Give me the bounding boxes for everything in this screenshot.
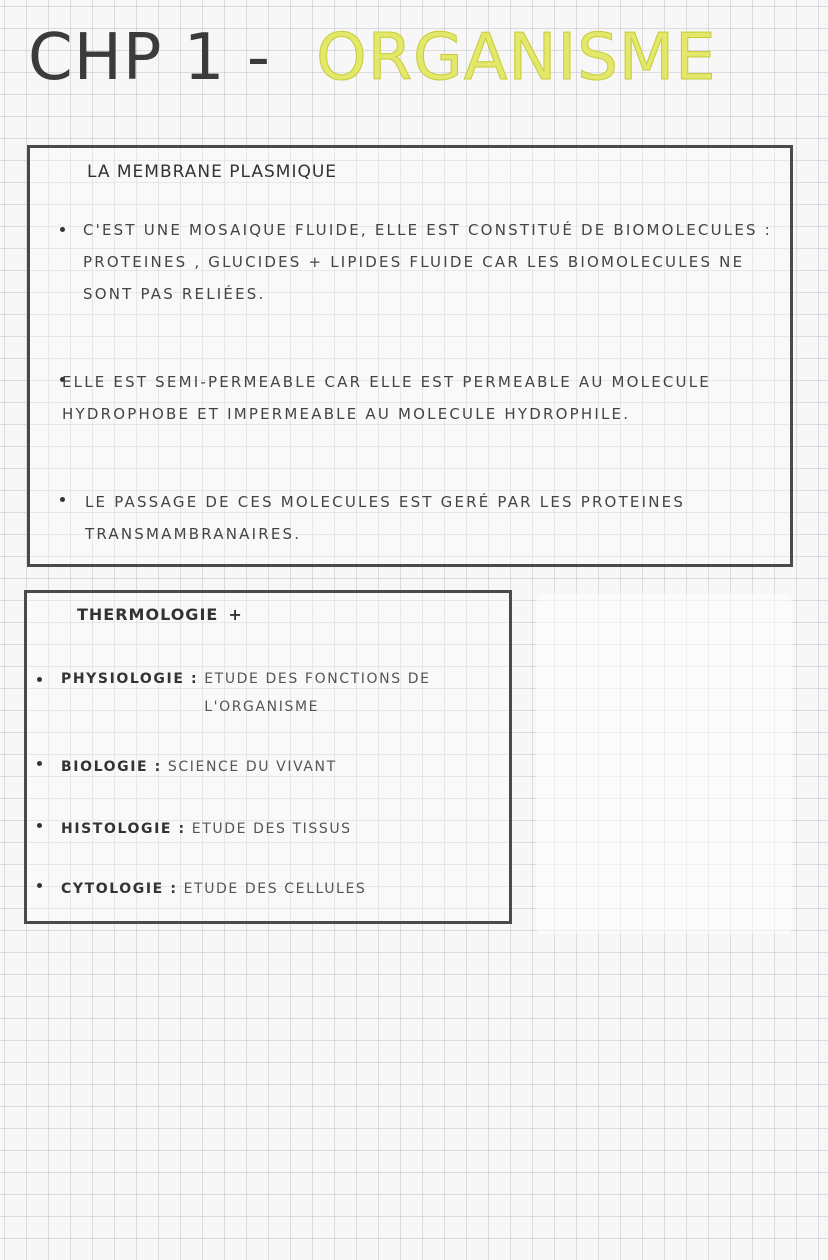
terminology-heading [77, 605, 243, 624]
term-label: CYTOLOGIE : [61, 881, 178, 897]
bullet-dot-icon [37, 823, 42, 828]
term-item-cytologie [61, 875, 366, 903]
term-item-physiologie [61, 665, 464, 721]
page-title [28, 18, 717, 98]
bullet-dot-icon [60, 497, 65, 502]
plus-icon: + [228, 605, 243, 624]
term-label: PHYSIOLOGIE : [61, 671, 199, 687]
bullet-dot-icon [37, 761, 42, 766]
chapter-title-highlighted: ORGANISME [316, 21, 717, 95]
term-definition: ETUDE DES TISSUS [191, 821, 352, 837]
term-definition: ETUDE DES FONCTIONS DE L'ORGANISME [204, 671, 431, 715]
membrane-heading: LA MEMBRANE PLASMIQUE [87, 162, 338, 182]
term-definition: ETUDE DES CELLULES [183, 881, 367, 897]
term-label: HISTOLOGIE : [61, 821, 186, 837]
bullet-dot-icon [60, 227, 65, 232]
term-item-histologie [61, 815, 352, 843]
terminology-heading-label: THERMOLOGIE [77, 605, 219, 624]
term-label: BIOLOGIE : [61, 759, 162, 775]
membrane-bullet-permeability: ELLE EST SEMI-PERMEABLE CAR ELLE EST PERMEABLE AU MOLECULE HYDROPHOBE ET IMPERMEABLE AU MOLECULE HYDROPHILE. [62, 373, 711, 423]
bullet-dot-icon [37, 677, 42, 682]
membrane-bullet-passage: LE PASSAGE DE CES MOLECULES EST GERÉ PAR LES PROTEINES TRANSMAMBRANAIRES. [85, 493, 686, 543]
term-definition: SCIENCE DU VIVANT [167, 759, 337, 775]
term-item-biologie [61, 753, 337, 781]
membrane-bullet-mosaic: C'EST UNE MOSAIQUE FLUIDE, ELLE EST CONSTITUÉ DE BIOMOLECULES : PROTEINES , GLUCIDES + LIPIDES FLUIDE CAR LES BIOMOLECULES NE SONT PAS RELIÉES. [83, 221, 772, 303]
terminology-section-box [24, 590, 512, 924]
blank-paper-area [536, 594, 792, 934]
chapter-label: CHP 1 - [28, 21, 271, 95]
membrane-section-box [27, 145, 793, 567]
bullet-dot-icon [37, 883, 42, 888]
